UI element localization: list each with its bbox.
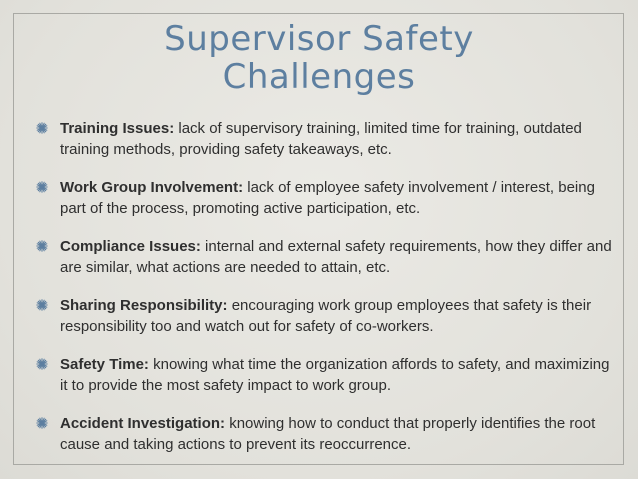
bullet-item-accident-investigation	[36, 413, 616, 455]
bullet-item-compliance-issues	[36, 236, 616, 278]
asterisk-bullet-icon	[36, 181, 48, 193]
bullet-label: Training Issues:	[60, 120, 175, 137]
bullet-text: lack of employee safety involvement / interest, being part of the process, promoting active participation, etc.	[60, 179, 595, 217]
bullet-text: knowing what time the organization affords to safety, and maximizing it to provide the most safety impact to work group.	[60, 356, 610, 394]
bullet-text: lack of supervisory training, limited time for training, outdated training methods, providing safety takeaways, etc.	[60, 120, 582, 158]
asterisk-bullet-icon	[36, 417, 48, 429]
bullet-label: Accident Investigation:	[60, 415, 226, 432]
slide-title-line-1: Supervisor Safety	[164, 19, 474, 59]
bullet-text: knowing how to conduct that properly identifies the root cause and taking actions to prevent its reoccurrence.	[60, 415, 596, 453]
bullet-label: Sharing Responsibility:	[60, 297, 228, 314]
bullet-label: Compliance Issues:	[60, 238, 201, 255]
slide-title	[0, 20, 638, 96]
bullet-item-work-group-involvement	[36, 177, 616, 219]
asterisk-bullet-icon	[36, 299, 48, 311]
bullet-text: internal and external safety requirements, how they differ and are similar, what actions are needed to attain, etc.	[60, 238, 612, 276]
bullet-item-safety-time	[36, 354, 616, 396]
bullet-item-sharing-responsibility	[36, 295, 616, 337]
bullet-label: Work Group Involvement:	[60, 179, 244, 196]
bullet-text: encouraging work group employees that safety is their responsibility too and watch out for safety of co-workers.	[60, 297, 592, 335]
asterisk-bullet-icon	[36, 358, 48, 370]
bullet-list	[36, 118, 616, 472]
bullet-item-training-issues	[36, 118, 616, 160]
asterisk-bullet-icon	[36, 240, 48, 252]
slide-title-line-2: Challenges	[222, 57, 416, 97]
asterisk-bullet-icon	[36, 122, 48, 134]
bullet-label: Safety Time:	[60, 356, 149, 373]
